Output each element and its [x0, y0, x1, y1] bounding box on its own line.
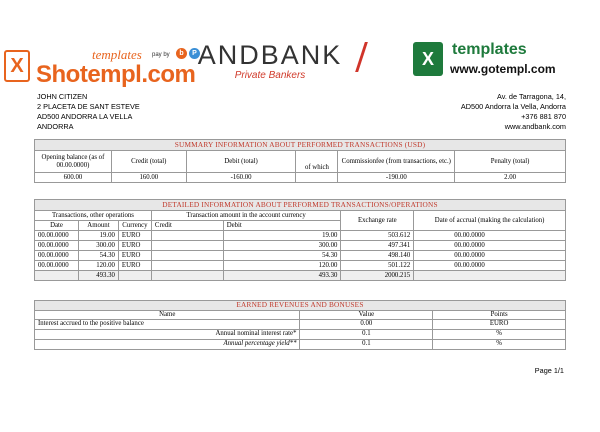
gotempl-title: templates [452, 41, 527, 58]
address-line: Av. de Tarragona, 14, [497, 92, 566, 101]
row-credit [151, 241, 223, 251]
logo-powered-text: pay by [152, 52, 170, 58]
opening-balance-value: 600.00 [35, 173, 112, 183]
subheader-currency: Currency [118, 221, 151, 231]
address-line: JOHN CITIZEN [37, 92, 88, 101]
excel-icon: X [413, 42, 443, 76]
row-currency: EURO [118, 251, 151, 261]
logo-script-text: templates [92, 47, 142, 62]
row-name: Interest accrued to the positive balance [35, 320, 300, 330]
payment-icon: b [176, 48, 187, 59]
detailed-table [34, 199, 566, 281]
total-debit: 493.30 [223, 271, 341, 281]
row-accrual: 00.00.0000 [414, 261, 566, 271]
row-exchange: 501.122 [341, 261, 414, 271]
earned-table [34, 300, 566, 350]
row-accrual: 00.00.0000 [414, 241, 566, 251]
col-header: Opening balance (as of 00.00.0000) [35, 151, 112, 173]
row-credit [151, 261, 223, 271]
table-row [35, 251, 566, 261]
row-points: % [433, 330, 566, 340]
row-amount: 120.00 [78, 261, 118, 271]
logo-slash [355, 42, 368, 72]
row-credit [151, 231, 223, 241]
table-row [35, 330, 566, 340]
row-date: 00.00.0000 [35, 231, 79, 241]
address-line: AD500 Andorra la Vella, Andorra [460, 102, 566, 111]
total-label-cell [35, 271, 79, 281]
row-debit: 54.30 [223, 251, 341, 261]
table-row [35, 339, 566, 349]
col-header-accrual: Date of accrual (making the calculation) [414, 211, 566, 231]
logo-name: Shotempl.com [36, 61, 196, 88]
summary-title: SUMMARY INFORMATION ABOUT PERFORMED TRANSACTIONS (USD) [35, 140, 566, 151]
row-currency: EURO [118, 241, 151, 251]
earned-title: EARNED REVENUES AND BONUSES [35, 301, 566, 311]
total-exchange: 2000.215 [341, 271, 414, 281]
row-exchange: 498.140 [341, 251, 414, 261]
of-which-value [296, 173, 338, 183]
debit-total-value: -160.00 [186, 173, 296, 183]
table-row [35, 231, 566, 241]
bank-address [461, 92, 566, 132]
row-date: 00.00.0000 [35, 241, 79, 251]
table-row [35, 241, 566, 251]
col-header-points: Points [433, 310, 566, 320]
bank-website-link[interactable]: www.andbank.com [504, 122, 566, 131]
row-date: 00.00.0000 [35, 261, 79, 271]
page-number: Page 1/1 [534, 366, 564, 375]
row-amount: 300.00 [78, 241, 118, 251]
address-line: ANDORRA [37, 122, 74, 131]
penalty-value: 2.00 [455, 173, 566, 183]
group-header-ops: Transactions, other operations [35, 211, 152, 221]
group-header-amount: Transaction amount in the account currency [151, 211, 340, 221]
bank-name: ANDBANK [197, 40, 343, 70]
col-header: Debit (total) [186, 151, 296, 173]
summary-table [34, 139, 566, 183]
row-amount: 54.30 [78, 251, 118, 261]
shotempl-logo [4, 42, 204, 90]
col-header-value: Value [300, 310, 433, 320]
row-date: 00.00.0000 [35, 251, 79, 261]
row-accrual: 00.00.0000 [414, 251, 566, 261]
row-value: 0.1 [300, 330, 433, 340]
row-name: Annual percentage yield** [35, 339, 300, 349]
bank-tagline: Private Bankers [234, 70, 306, 81]
credit-total-value: 160.00 [111, 173, 186, 183]
table-row [35, 261, 566, 271]
row-exchange: 497.341 [341, 241, 414, 251]
col-header: Credit (total) [111, 151, 186, 173]
subheader-credit: Credit [151, 221, 223, 231]
row-debit: 120.00 [223, 261, 341, 271]
row-value: 0.00 [300, 320, 433, 330]
col-header-exchange: Exchange rate [341, 211, 414, 231]
commission-value: -190.00 [338, 173, 455, 183]
address-line: AD500 ANDORRA LA VELLA [37, 112, 133, 121]
total-empty-cell [414, 271, 566, 281]
table-row [35, 320, 566, 330]
row-currency: EURO [118, 231, 151, 241]
col-header-name: Name [35, 310, 300, 320]
row-name: Annual nominal interest rate* [35, 330, 300, 340]
subheader-amount: Amount [78, 221, 118, 231]
total-empty-cell [151, 271, 223, 281]
detailed-title: DETAILED INFORMATION ABOUT PERFORMED TRANSACTIONS/OPERATIONS [35, 200, 566, 211]
row-value: 0.1 [300, 339, 433, 349]
address-line: 2 PLACETA DE SANT ESTEVE [37, 102, 140, 111]
row-currency: EURO [118, 261, 151, 271]
row-debit: 300.00 [223, 241, 341, 251]
paypal-icon: P [189, 48, 200, 59]
row-points: EURO [433, 320, 566, 330]
col-header: Penalty (total) [455, 151, 566, 173]
row-accrual: 00.00.0000 [414, 231, 566, 241]
address-line: +376 881 870 [521, 112, 566, 121]
totals-row [35, 271, 566, 281]
row-exchange: 503.612 [341, 231, 414, 241]
gotempl-url[interactable]: www.gotempl.com [450, 62, 556, 76]
row-debit: 19.00 [223, 231, 341, 241]
row-points: % [433, 339, 566, 349]
subheader-debit: Debit [223, 221, 341, 231]
subheader-date: Date [35, 221, 79, 231]
excel-icon: X [4, 50, 30, 82]
total-amount: 493.30 [78, 271, 118, 281]
col-header: Commissionfee (from transactions, etc.) [338, 151, 455, 173]
row-amount: 19.00 [78, 231, 118, 241]
client-address [37, 92, 140, 132]
total-empty-cell [118, 271, 151, 281]
row-credit [151, 251, 223, 261]
col-header: of which [296, 151, 338, 173]
